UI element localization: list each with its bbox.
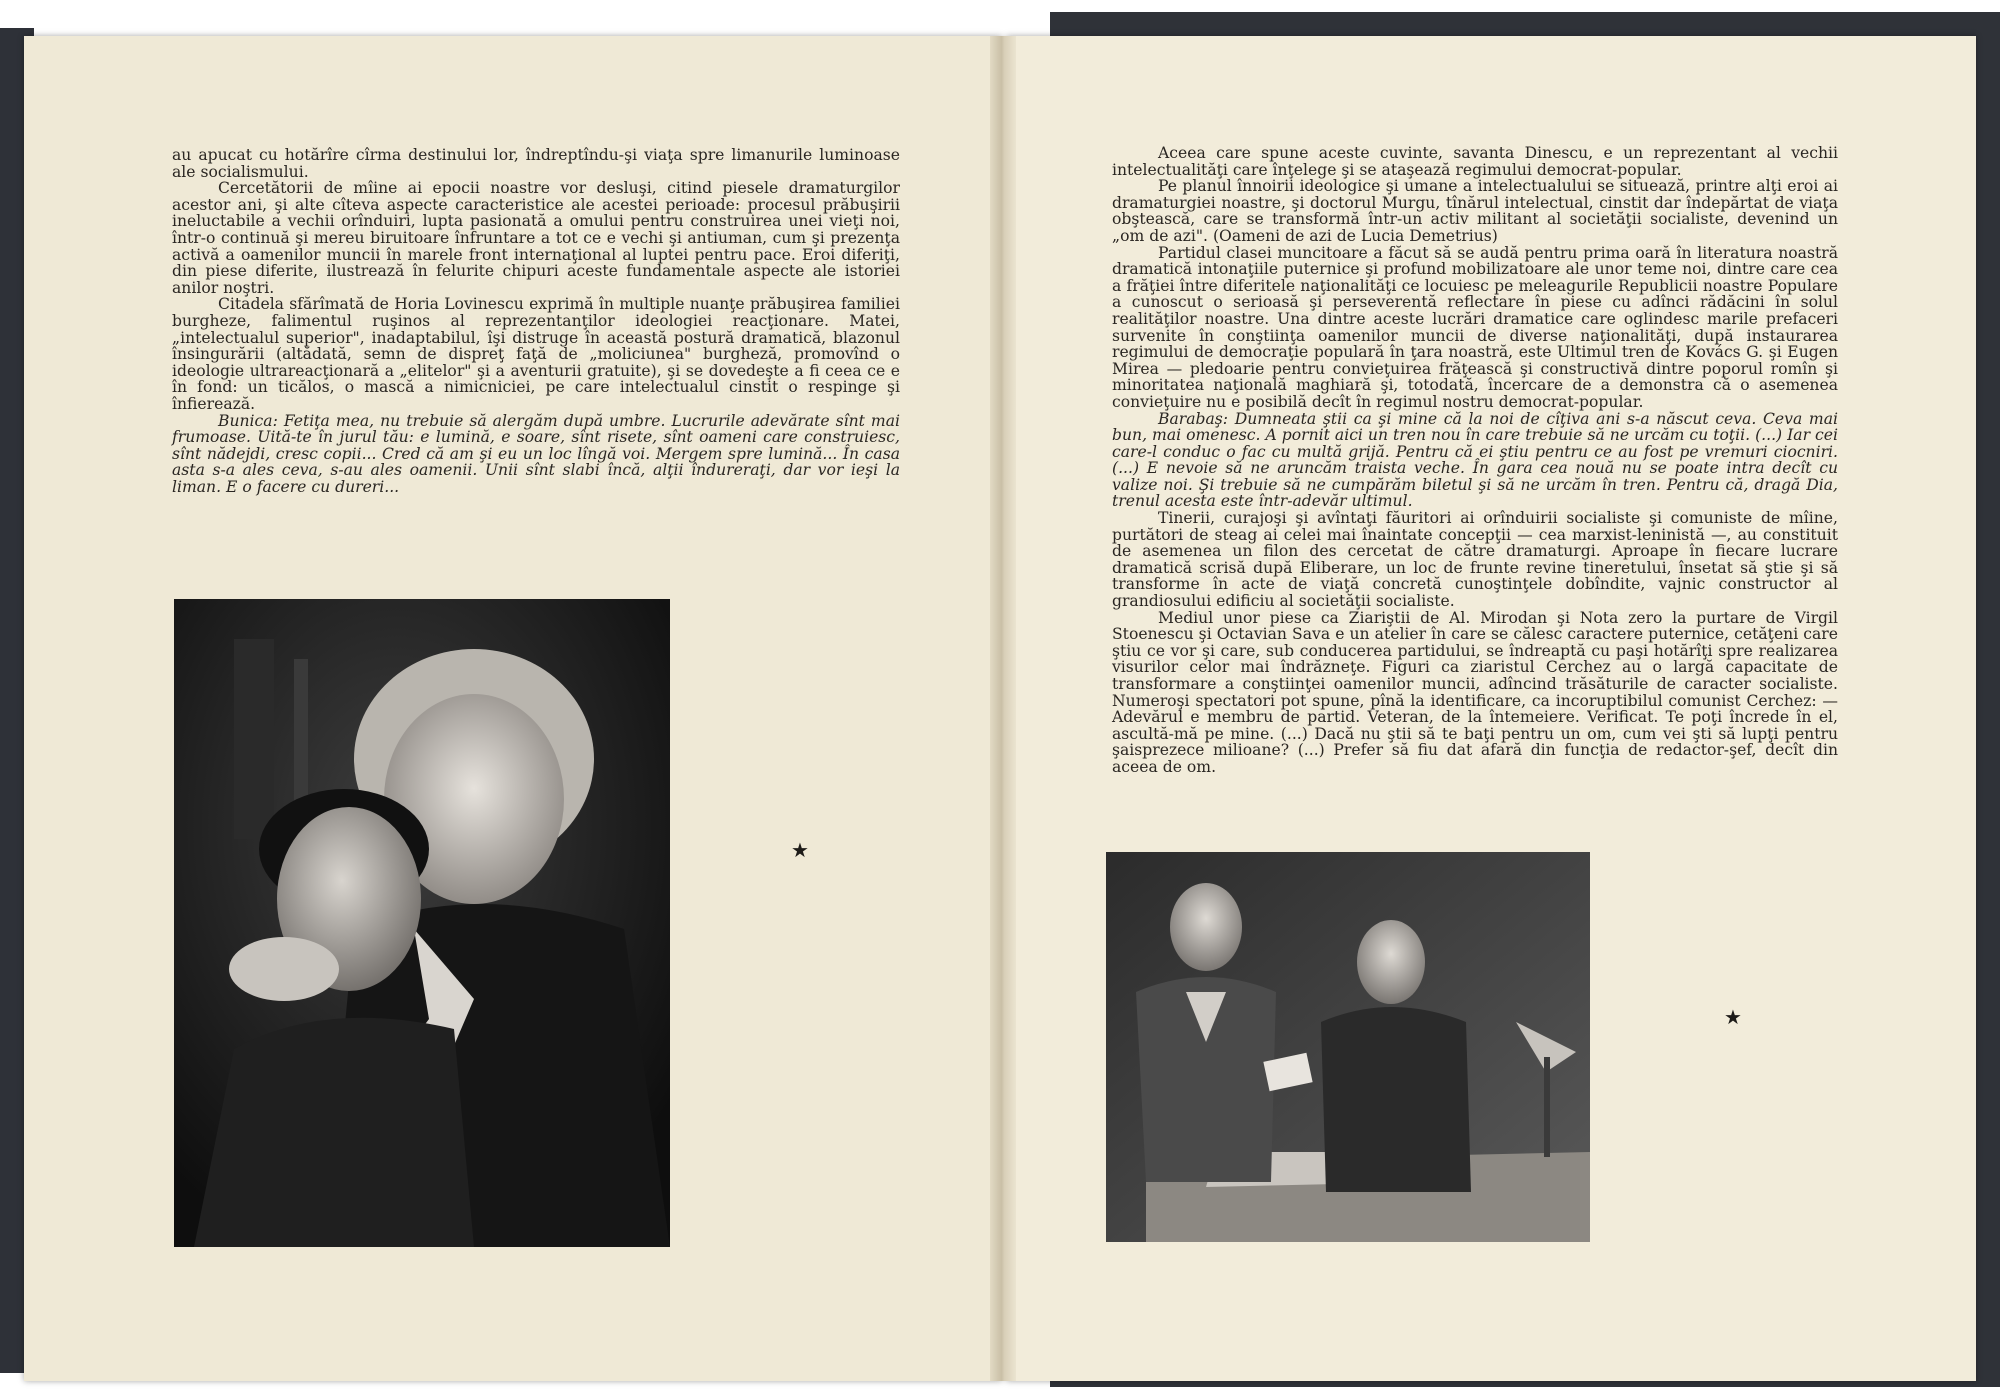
right-page-text bbox=[1112, 145, 1838, 776]
paragraph: Pe planul înnoirii ideologice şi umane a intelectualului se situează, printre alţi eroi ai dramaturgiei noastre, şi doctorul Murgu, tînărul intelectual, cinstit dar îndepărtat de viaţa obştească, care se transformă într-un activ militant al societăţii socialiste, devenind un „om de azi". (Oameni de azi de Lucia Demetrius) bbox=[1112, 177, 1838, 245]
photo-two-men-image bbox=[1106, 852, 1590, 1242]
photo-two-men bbox=[1106, 852, 1590, 1242]
left-page-text bbox=[172, 147, 900, 495]
paragraph: au apucat cu hotărîre cîrma destinului lor, îndreptîndu-şi viaţa spre limanurile luminoase ale socialismului. bbox=[172, 146, 900, 181]
paragraph: Aceea care spune aceste cuvinte, savanta Dinescu, e un reprezentant al vechii intelectualităţi care înţelege şi se ataşează regimului democrat-popular. bbox=[1112, 144, 1838, 179]
star-ornament: ★ bbox=[1724, 1005, 1742, 1029]
paragraph: Partidul clasei muncitoare a făcut să se audă pentru prima oară în literatura noastră dramatică intonaţiile puternice şi profund mobilizatoare ale unor teme noi, dintre care cea a frăţiei între diferitele naţionalităţi ce locuiesc pe meleagurile Republicii noastre Populare a cunoscut o serioasă şi perseverentă reflectare în piese cu adînci rădăcini în solul realităţilor noastre. Una dintre aceste lucrări dramatice care oglindesc marile prefaceri survenite în conştiinţa oamenilor muncii de diverse naţionalităţi, după instaurarea regimului de democraţie populară în ţara noastră, este Ultimul tren de Kovács G. şi Eugen Mirea — pledoarie pentru convieţuirea frăţească şi constructivă dintre poporul romîn şi minoritatea naţională maghiară şi, totodată, încercare de a demonstra că o asemenea convieţuire nu e posibilă decît în regimul nostru democrat-popular. bbox=[1112, 243, 1838, 411]
photo-two-women bbox=[174, 599, 670, 1247]
paragraph: Tinerii, curajoşi şi avîntaţi făuritori ai orînduirii socialiste şi comuniste de mîine, purtători de steag ai celei mai înaintate concepţii — cea marxist-leninistă —, au constituit de asemenea un filon des cercetat de către dramaturgi. Aproape în fiecare lucrare dramatică scrisă după Eliberare, un loc de frunte revine tineretului, însetat să ştie şi să transforme în acte de viaţă concretă cunoştinţele dobîndite, vajnic constructor al grandiosului edificiu al societăţii socialiste. bbox=[1112, 509, 1838, 611]
paragraph: Citadela sfărîmată de Horia Lovinescu exprimă în multiple nuanţe prăbuşirea familiei burgheze, falimentul ruşinos al reprezentanţilor ideologiei reacţionare. Matei, „intelectualul superior", inadaptabilul, îşi distruge în această postură dramatică, blazonul însingurării (altădată, semn de dispreţ faţă de „moliciunea" burgheză, promovînd o ideologie ultrareacţionară a „elitelor" şi a aventurii gratuite), şi se dovedeşte a fi ceea ce e în fond: un ticălos, o mască a nimicniciei, pe care intelectualul cinstit o respinge şi înfierează. bbox=[172, 295, 900, 413]
paragraph: Mediul unor piese ca Ziariştii de Al. Mirodan şi Nota zero la purtare de Virgil Stoenescu şi Octavian Sava e un atelier în care se călesc caractere puternice, cetăţeni care ştiu ce vor şi care, sub conducerea partidului, se îndreaptă cu paşi hotărîţi spre realizarea visurilor celor mai îndrăzneţe. Figuri ca ziaristul Cerchez au o largă capacitate de transformare a conştiinţei oamenilor muncii, adîncind trăsăturile de caracter socialiste. Numeroşi spectatori pot spune, pînă la identificare, ca incoruptibilul comunist Cerchez: — Adevărul e membru de partid. Veteran, de la întemeiere. Verificat. Te poţi încrede în el, ascultă-mă pe mine. (...) Dacă nu ştii să te baţi pentru un om, cum vei şti să lupţi pentru şaisprezece milioane? (...) Prefer să fiu dat afară din funcţia de redactor-şef, decît din aceea de om. bbox=[1112, 608, 1838, 776]
paragraph-quote: Bunica: Fetiţa mea, nu trebuie să alergăm după umbre. Lucrurile adevărate sînt mai frumoase. Uită-te în jurul tău: e lumină, e soare, sînt risete, sînt oameni care construiesc, sînt nădejdi, cresc copii... Cred că am şi eu un loc lîngă voi. Mergem spre lumină... În casa asta s-a ales ceva, s-au ales oamenii. Unii sînt slabi încă, alţii îndureraţi, dar vor ieşi la liman. E o facere cu dureri... bbox=[172, 411, 900, 496]
star-ornament: ★ bbox=[791, 838, 809, 862]
paragraph-quote: Barabaş: Dumneata ştii ca şi mine că la noi de cîţiva ani s-a născut ceva. Ceva mai bun, mai omenesc. A pornit aici un tren nou în care trebuie să ne urcăm cu toţii. (...) Iar cei care-l conduc o fac cu multă grijă. Pentru că ei ştiu pentru ce au fost pe vremuri ciocniri. (...) E nevoie să ne aruncăm traista veche. În gara cea nouă nu se poate intra decît cu valize noi. Şi trebuie să ne cumpărăm biletul şi să ne urcăm în tren. Pentru că, dragă Dia, trenul acesta este într-adevăr ultimul. bbox=[1112, 409, 1838, 511]
photo-two-women-image bbox=[174, 599, 670, 1247]
book-gutter bbox=[990, 36, 1016, 1381]
paragraph: Cercetătorii de mîine ai epocii noastre vor desluşi, citind piesele dramaturgilor acestor ani, şi alte cîteva aspecte caracteristice ale acestei perioade: procesul prăbuşirii ineluctabile a vechii orînduiri, lupta pasionată a omului pentru construirea unei vieţi noi, într-o continuă şi mereu biruitoare înfruntare a tot ce e vechi şi antiuman, cum şi prezenţa activă a oamenilor muncii în marele front internaţional al luptei pentru pace. Eroi diferiţi, din piese diferite, ilustrează în felurite chipuri aceste fundamentale aspecte ale istoriei anilor noştri. bbox=[172, 179, 900, 297]
